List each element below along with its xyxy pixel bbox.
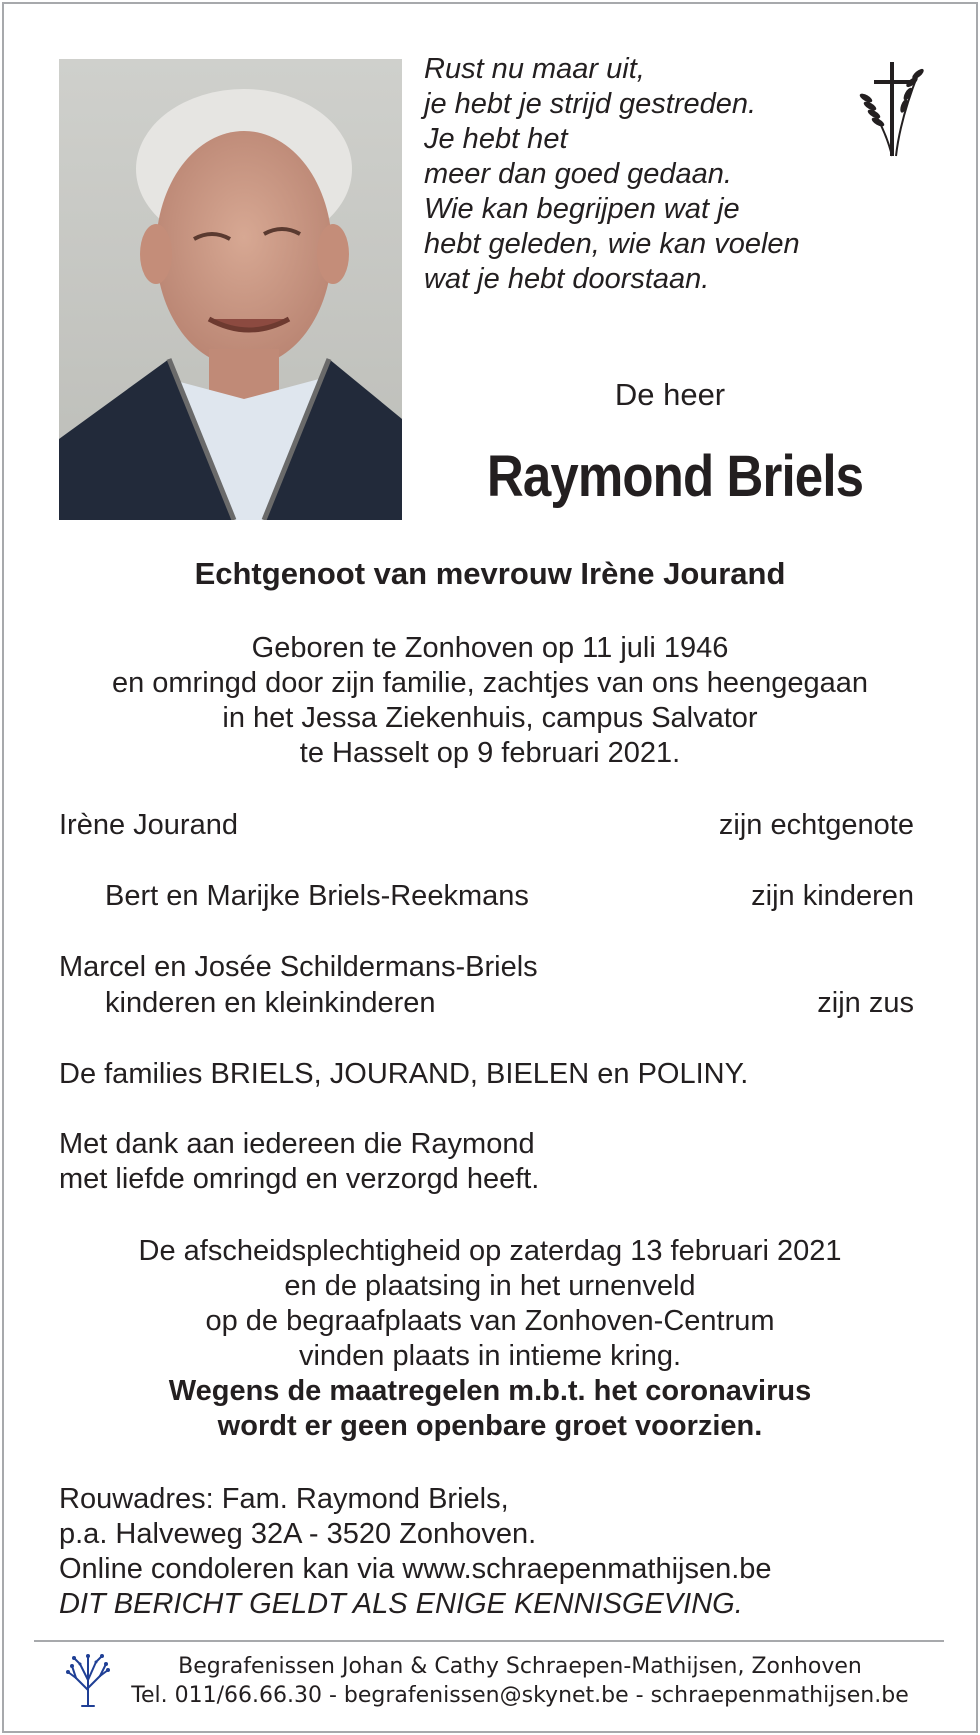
notice-line: DIT BERICHT GELDT ALS ENIGE KENNISGEVING. [59, 1588, 743, 1620]
birth-line: in het Jessa Ziekenhuis, campus Salvator [222, 702, 758, 734]
covid-notice-line: Wegens de maatregelen m.b.t. het coronavirus [168, 1375, 812, 1407]
tree-logo-icon [62, 1650, 114, 1708]
thanks [59, 1127, 919, 1197]
ceremony-details [40, 1234, 940, 1444]
poem-line: je hebt je strijd gestreden. [424, 88, 757, 120]
salutation: De heer [614, 377, 726, 412]
family-relation: zijn zus [817, 987, 914, 1019]
ceremony-line: en de plaatsing in het urnenveld [284, 1270, 696, 1302]
family-member: Bert en Marijke Briels-Reekmans [105, 880, 529, 912]
thanks-line: met liefde omringd en verzorgd heeft. [59, 1163, 540, 1195]
ceremony-line: vinden plaats in intieme kring. [298, 1340, 682, 1372]
birth-details [40, 631, 940, 771]
family-member: kinderen en kleinkinderen [105, 987, 436, 1019]
poem-line: Rust nu maar uit, [424, 53, 645, 85]
spouse-line: Echtgenoot van mevrouw Irène Jourand [194, 556, 786, 591]
poem-line: wat je hebt doorstaan. [424, 263, 710, 295]
family-member: Marcel en Josée Schildermans-Briels [59, 951, 538, 983]
family-relation: zijn kinderen [751, 880, 914, 912]
funeral-home-contact: Tel. 011/66.66.30 - begrafenissen@skynet.be - schraepenmathijsen.be [131, 1683, 909, 1708]
funeral-home-name: Begrafenissen Johan & Cathy Schraepen-Mathijsen, Zonhoven [178, 1654, 862, 1679]
poem-line: Wie kan begrijpen wat je [424, 193, 740, 225]
mourning-address [59, 1482, 919, 1622]
poem-line: meer dan goed gedaan. [424, 158, 732, 190]
address-line: Rouwadres: Fam. Raymond Briels, [59, 1483, 509, 1515]
funeral-home-info [120, 1652, 920, 1710]
deceased-name: Raymond Briels [486, 444, 864, 509]
birth-line: te Hasselt op 9 februari 2021. [299, 737, 681, 769]
poem-line: hebt geleden, wie kan voelen [424, 228, 800, 260]
portrait-photo [59, 59, 402, 520]
birth-line: Geboren te Zonhoven op 11 juli 1946 [251, 632, 729, 664]
family-relation: zijn echtgenote [718, 809, 914, 841]
condolence-line: Online condoleren kan via www.schraepenmathijsen.be [59, 1553, 772, 1585]
ceremony-line: op de begraafplaats van Zonhoven-Centrum [205, 1305, 775, 1337]
family-member: Irène Jourand [59, 809, 238, 841]
poem [424, 52, 844, 297]
thanks-line: Met dank aan iedereen die Raymond [59, 1128, 535, 1160]
ceremony-line: De afscheidsplechtigheid op zaterdag 13 februari 2021 [138, 1235, 842, 1267]
footer-divider [34, 1640, 944, 1642]
cross-with-wheat-icon [852, 60, 930, 160]
poem-line: Je hebt het [424, 123, 568, 155]
covid-notice-line: wordt er geen openbare groet voorzien. [217, 1410, 763, 1442]
address-line: p.a. Halveweg 32A - 3520 Zonhoven. [59, 1518, 537, 1550]
birth-line: en omringd door zijn familie, zachtjes van ons heengegaan [111, 667, 869, 699]
families-line: De families BRIELS, JOURAND, BIELEN en POLINY. [59, 1058, 749, 1090]
